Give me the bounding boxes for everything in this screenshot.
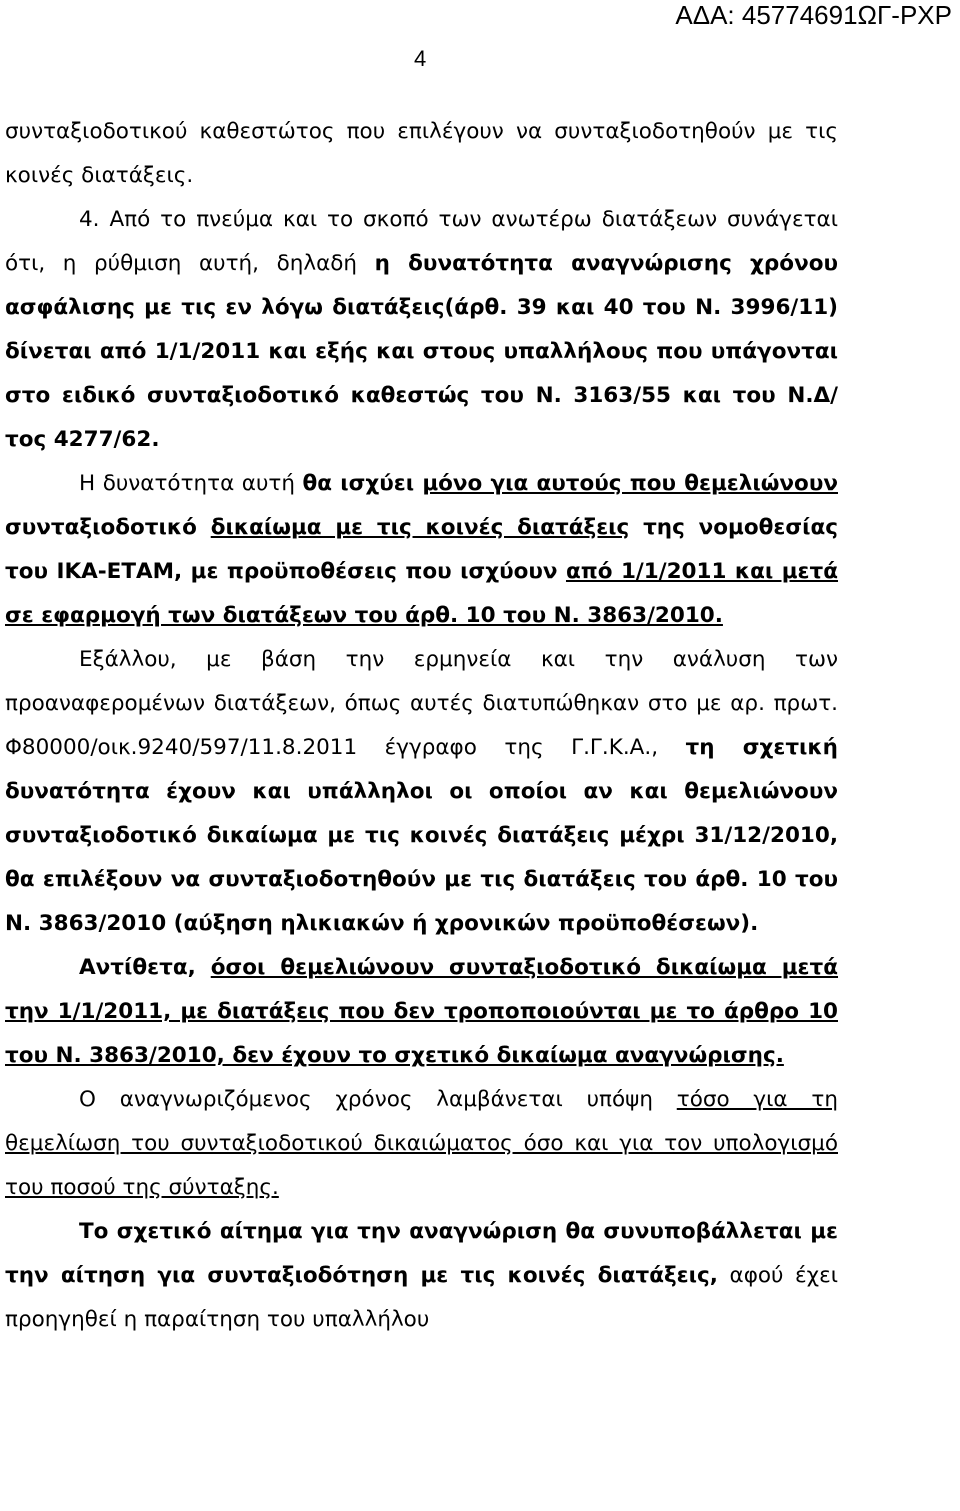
page-number: 4	[414, 46, 427, 71]
paragraph-6-text: Ο αναγνωριζόμενος χρόνος λαμβάνεται υπόψη	[79, 1087, 677, 1112]
paragraph-3-bold-a: θα ισχύει	[302, 471, 423, 496]
paragraph-2-text: 4. Από το πνεύμα και το σκοπό των ανωτέρω διατάξεων συνάγεται ότι, η ρύθμιση αυτή, δηλαδή	[5, 207, 838, 276]
paragraph-2	[5, 198, 838, 462]
paragraph-7	[5, 1210, 838, 1342]
paragraph-3-text: Η δυνατότητα αυτή	[79, 471, 303, 496]
paragraph-4-bold: τη σχετική δυνατότητα έχουν και υπάλληλοι οι οποίοι αν και θεμελιώνουν συνταξιοδοτικό δικαίωμα με τις κοινές διατάξεις μέχρι 31/12/2010, θα επιλέξουν να συνταξιοδοτηθούν με τις διατάξεις του άρθ. 10 του Ν. 3863/2010 (αύξηση ηλικιακών ή χρονικών προϋποθέσεων).	[5, 735, 838, 936]
paragraph-6-underline: τόσο για τη θεμελίωση του συνταξιοδοτικού δικαιώματος όσο και για τον υπολογισμό του ποσού της σύνταξης.	[5, 1087, 838, 1200]
paragraph-4	[5, 638, 838, 946]
document-body	[5, 110, 838, 1342]
paragraph-7-bold: Το σχετικό αίτημα για την αναγνώριση θα συνυποβάλλεται με την αίτηση για συνταξιοδότηση με τις κοινές διατάξεις,	[5, 1219, 838, 1288]
paragraph-3-underline-2: δικαίωμα με τις κοινές διατάξεις	[210, 515, 630, 540]
paragraph-3-underline-1: μόνο για αυτούς που θεμελιώνουν	[422, 471, 838, 496]
paragraph-3	[5, 462, 838, 638]
ada-code: ΑΔΑ: 45774691ΩΓ-ΡΧΡ	[675, 0, 952, 30]
paragraph-5	[5, 946, 838, 1078]
paragraph-7-text: αφού έχει προηγηθεί η παραίτηση του υπαλλήλου	[5, 1263, 838, 1332]
paragraph-5-bold: Αντίθετα,	[79, 955, 211, 980]
paragraph-3-bold-b: συνταξιοδοτικό	[5, 515, 211, 540]
paragraph-3-underline-3: από 1/1/2011 και μετά σε εφαρμογή των διατάξεων του άρθ. 10 του Ν. 3863/2010.	[5, 559, 839, 628]
paragraph-1: συνταξιοδοτικού καθεστώτος που επιλέγουν να συνταξιοδοτηθούν με τις κοινές διατάξεις.	[5, 119, 838, 188]
paragraph-5-underline: όσοι θεμελιώνουν συνταξιοδοτικό δικαίωμα μετά την 1/1/2011, με διατάξεις που δεν τροποποιούνται με το άρθρο 10 του Ν. 3863/2010, δεν έχουν το σχετικό δικαίωμα αναγνώρισης.	[5, 955, 839, 1068]
paragraph-3-bold-c: της νομοθεσίας του ΙΚΑ-ΕΤΑΜ, με προϋποθέσεις που ισχύουν	[5, 515, 839, 584]
paragraph-6	[5, 1078, 838, 1210]
paragraph-2-bold: η δυνατότητα αναγνώρισης χρόνου ασφάλισης με τις εν λόγω διατάξεις(άρθ. 39 και 40 του Ν. 3996/11) δίνεται από 1/1/2011 και εξής και στους υπαλλήλους που υπάγονται στο ειδικό συνταξιοδοτικό καθεστώς του Ν. 3163/55 και του Ν.Δ/τος 4277/62.	[5, 251, 838, 452]
paragraph-4-text: Εξάλλου, με βάση την ερμηνεία και την ανάλυση των προαναφερομένων διατάξεων, όπως αυτές διατυπώθηκαν στο με αρ. πρωτ. Φ80000/οικ.9240/597/11.8.2011 έγγραφο της Γ.Γ.Κ.Α.,	[5, 647, 838, 760]
